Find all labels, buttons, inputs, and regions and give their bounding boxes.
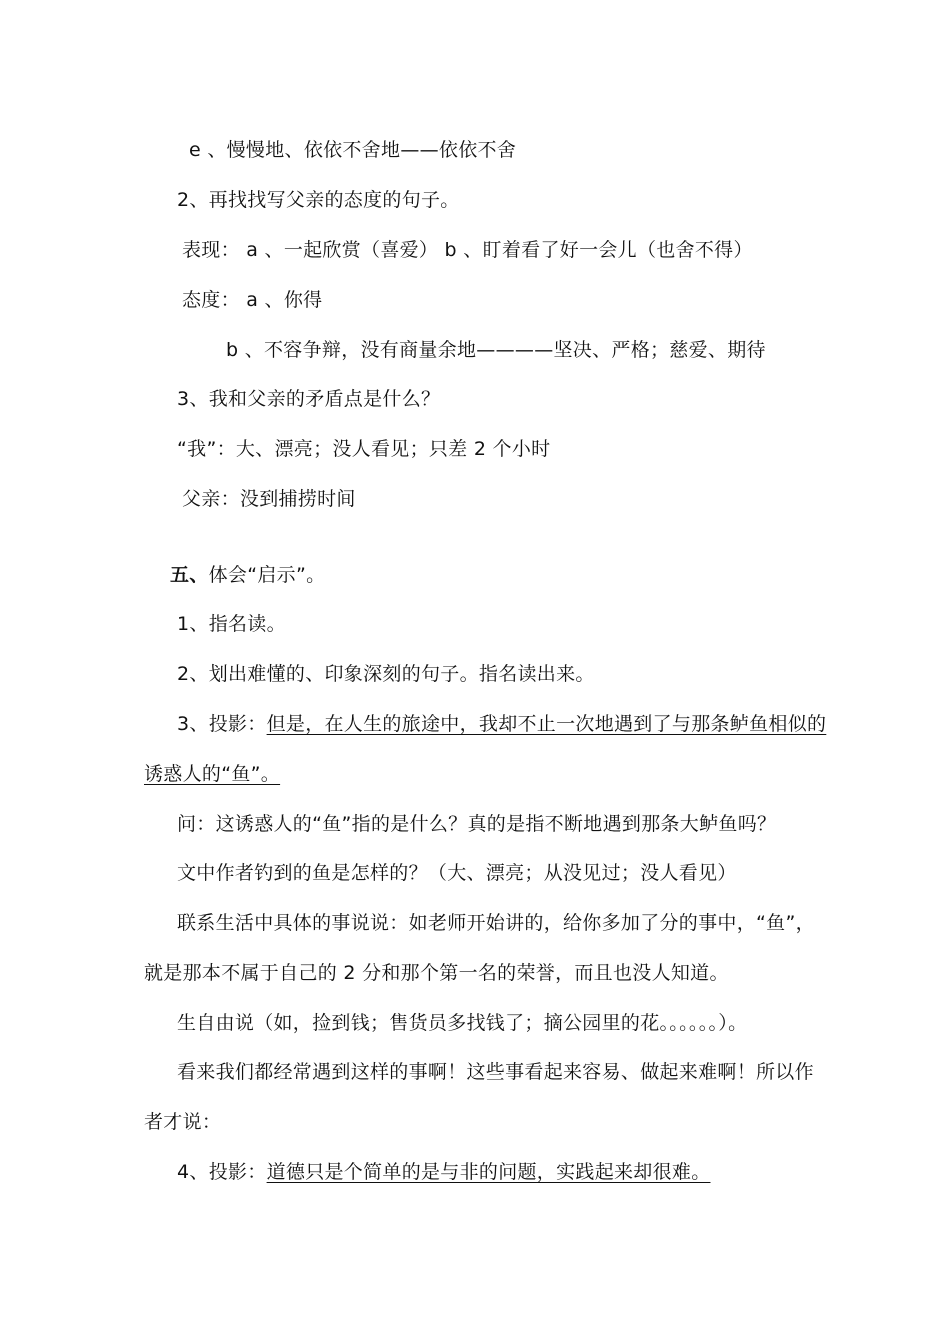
text-line: b 、不容争辩，没有商量余地————坚决、严格；慈爱、期待 xyxy=(226,339,766,361)
text-line: 文中作者钓到的鱼是怎样的？（大、漂亮；从没见过；没人看见） xyxy=(177,862,737,884)
text-line xyxy=(177,711,826,737)
section-heading xyxy=(170,562,325,588)
text-line: 就是那本不属于自己的 2 分和那个第一名的荣誉，而且也没人知道。 xyxy=(144,962,729,984)
text-line: 父亲：没到捕捞时间 xyxy=(182,488,356,510)
text-line: 1、指名读。 xyxy=(177,613,286,635)
text-line: 2、划出难懂的、印象深刻的句子。指名读出来。 xyxy=(177,663,595,685)
text-line: “我”：大、漂亮；没人看见；只差 2 个小时 xyxy=(177,438,551,460)
projection-label: 4、投影： xyxy=(177,1161,267,1183)
underlined-quote: 道德只是个简单的是与非的问题，实践起来却很难。 xyxy=(266,1161,711,1183)
underlined-quote-continued: 诱惑人的“鱼”。 xyxy=(144,763,281,785)
text-line: 表现： a 、一起欣赏（喜爱） b 、盯着看了好一会儿（也舍不得） xyxy=(182,239,753,261)
text-line: e 、慢慢地、依依不舍地——依依不舍 xyxy=(189,139,517,161)
text-line: 问：这诱惑人的“鱼”指的是什么？真的是指不断地遇到那条大鲈鱼吗？ xyxy=(177,813,777,835)
underlined-quote: 但是，在人生的旅途中，我却不止一次地遇到了与那条鲈鱼相似的 xyxy=(266,713,827,735)
text-line xyxy=(177,1159,711,1185)
projection-label: 3、投影： xyxy=(177,713,267,735)
text-line: 联系生活中具体的事说说：如老师开始讲的，给你多加了分的事中，“鱼”， xyxy=(177,912,815,934)
text-line: 2、再找找写父亲的态度的句子。 xyxy=(177,189,460,211)
section-number: 五、 xyxy=(170,564,209,586)
text-line: 态度： a 、你得 xyxy=(182,289,323,311)
text-line: 3、我和父亲的矛盾点是什么？ xyxy=(177,388,441,410)
text-line: 者才说： xyxy=(144,1111,222,1133)
text-line: 生自由说（如，捡到钱；售货员多找钱了；摘公园里的花。。。。。。）。 xyxy=(177,1012,748,1034)
section-title: 体会“启示”。 xyxy=(208,564,326,586)
text-line: 看来我们都经常遇到这样的事啊！这些事看起来容易、做起来难啊！所以作 xyxy=(177,1061,814,1083)
